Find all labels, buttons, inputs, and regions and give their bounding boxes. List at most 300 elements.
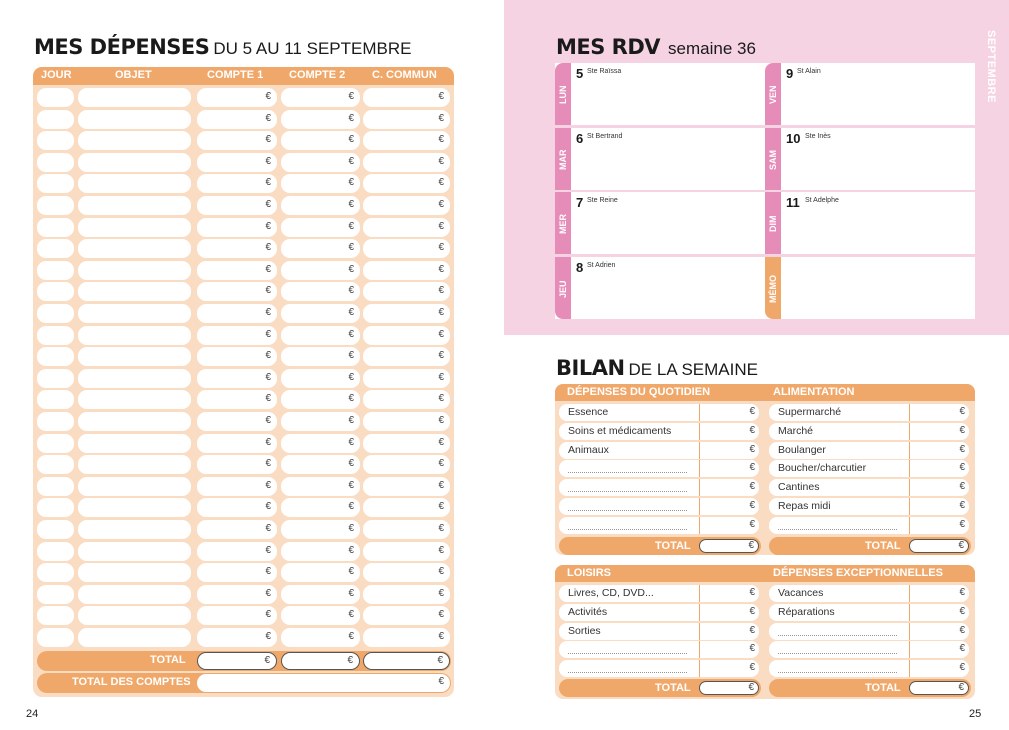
expense-cell-compte2[interactable] <box>281 196 360 215</box>
expense-cell-objet[interactable] <box>78 585 191 604</box>
euro-sign: € <box>959 500 965 511</box>
euro-sign: € <box>438 415 444 426</box>
bilan-total-field[interactable] <box>909 539 969 553</box>
bilan-item-label: Activités <box>568 605 608 618</box>
expense-cell-commun[interactable] <box>363 239 450 258</box>
euro-sign: € <box>438 134 444 146</box>
bilan-amount-field[interactable] <box>909 404 969 421</box>
euro-sign: € <box>959 643 965 655</box>
bilan-amount-field[interactable] <box>699 660 759 677</box>
bilan-item[interactable] <box>769 660 909 677</box>
page-title-bilan <box>556 356 758 380</box>
blank-line <box>568 672 687 673</box>
bilan-amount-field[interactable] <box>699 604 759 621</box>
expense-cell-jour[interactable] <box>37 174 74 193</box>
expense-cell-commun[interactable] <box>363 153 450 172</box>
bilan-amount-field[interactable] <box>909 623 969 640</box>
expense-cell-compte2[interactable] <box>281 542 360 561</box>
day-abbr: SAM <box>768 150 778 170</box>
euro-sign: € <box>348 523 354 534</box>
expense-cell-commun[interactable] <box>363 542 450 561</box>
bilan-item[interactable] <box>769 641 909 658</box>
expense-cell-compte1[interactable] <box>197 88 277 107</box>
euro-sign: € <box>265 155 271 167</box>
euro-sign: € <box>958 682 964 693</box>
bilan-item[interactable] <box>769 404 909 421</box>
expense-cell-objet[interactable] <box>78 434 191 453</box>
expense-cell-objet[interactable] <box>78 153 191 172</box>
bilan-item[interactable] <box>769 604 909 621</box>
expense-cell-jour[interactable] <box>37 520 74 539</box>
day-tab <box>555 128 571 190</box>
day-saint: St Adelphe <box>805 197 839 204</box>
expense-cell-compte2[interactable] <box>281 477 360 496</box>
euro-sign: € <box>749 462 755 474</box>
euro-sign: € <box>265 393 271 405</box>
day-tab <box>555 192 571 254</box>
expense-cell-objet[interactable] <box>78 347 191 366</box>
expense-cell-jour[interactable] <box>37 498 74 517</box>
expense-cell-commun[interactable] <box>363 477 450 496</box>
expense-cell-compte2[interactable] <box>281 390 360 409</box>
bilan-amount-field[interactable] <box>699 641 759 658</box>
expense-cell-compte1[interactable] <box>197 455 277 474</box>
expense-cell-compte1[interactable] <box>197 585 277 604</box>
expense-cell-objet[interactable] <box>78 477 191 496</box>
bilan-amount-field[interactable] <box>699 404 759 421</box>
euro-sign: € <box>265 458 271 470</box>
euro-sign: € <box>348 91 354 102</box>
euro-sign: € <box>265 199 271 210</box>
bilan-amount-field[interactable] <box>909 641 969 658</box>
expense-cell-compte2[interactable] <box>281 585 360 604</box>
expense-cell-commun[interactable] <box>363 585 450 604</box>
expense-cell-commun[interactable] <box>363 261 450 280</box>
day-abbr: MER <box>558 214 568 234</box>
expense-cell-compte1[interactable] <box>197 131 277 150</box>
euro-sign: € <box>348 328 354 340</box>
blank-line <box>568 653 687 654</box>
euro-sign: € <box>265 415 271 426</box>
expense-cell-objet[interactable] <box>78 88 191 107</box>
expense-cell-compte2[interactable] <box>281 606 360 625</box>
euro-sign: € <box>749 500 755 511</box>
bilan-item[interactable] <box>559 641 699 658</box>
expense-cell-commun[interactable] <box>363 434 450 453</box>
expense-cell-compte1[interactable] <box>197 347 277 366</box>
expense-cell-compte1[interactable] <box>197 628 277 647</box>
expense-cell-compte1[interactable] <box>197 304 277 323</box>
bilan-item[interactable] <box>559 460 699 477</box>
bilan-amount-field[interactable] <box>909 498 969 515</box>
expense-cell-compte2[interactable] <box>281 174 360 193</box>
euro-sign: € <box>749 624 755 636</box>
day-tab <box>765 63 781 125</box>
bilan-amount-field[interactable] <box>909 585 969 602</box>
expense-cell-objet[interactable] <box>78 542 191 561</box>
euro-sign: € <box>348 436 354 448</box>
expense-cell-commun[interactable] <box>363 282 450 301</box>
page-number-left: 24 <box>26 708 39 720</box>
expense-cell-compte1[interactable] <box>197 563 277 582</box>
bilan-total-label: TOTAL <box>865 540 901 552</box>
expense-cell-commun[interactable] <box>363 390 450 409</box>
bilan-amount-field[interactable] <box>909 423 969 440</box>
bilan-item-label: Réparations <box>778 605 835 618</box>
bilan-item-label: Cantines <box>778 481 820 494</box>
euro-sign: € <box>348 285 354 297</box>
expense-cell-jour[interactable] <box>37 606 74 625</box>
expense-cell-compte2[interactable] <box>281 261 360 280</box>
euro-sign: € <box>265 91 271 102</box>
expense-cell-objet[interactable] <box>78 369 191 388</box>
euro-sign: € <box>438 177 444 189</box>
total-accounts-label: TOTAL DES COMPTES <box>72 676 191 688</box>
day-tab <box>765 128 781 190</box>
expense-cell-compte2[interactable] <box>281 434 360 453</box>
expense-cell-jour[interactable] <box>37 477 74 496</box>
expense-cell-commun[interactable] <box>363 412 450 431</box>
expense-cell-jour[interactable] <box>37 282 74 301</box>
expense-cell-compte2[interactable] <box>281 239 360 258</box>
expense-cell-objet[interactable] <box>78 304 191 323</box>
expense-cell-jour[interactable] <box>37 563 74 582</box>
expense-cell-compte1[interactable] <box>197 412 277 431</box>
bilan-item[interactable] <box>559 660 699 677</box>
bilan-item-label: Sorties <box>568 624 601 637</box>
expense-cell-objet[interactable] <box>78 412 191 431</box>
bilan-item[interactable] <box>559 498 699 515</box>
total-commun[interactable] <box>363 652 450 670</box>
bilan-amount-field[interactable] <box>909 660 969 677</box>
expense-cell-compte1[interactable] <box>197 239 277 258</box>
blank-line <box>778 529 897 530</box>
expense-cell-compte1[interactable] <box>197 606 277 625</box>
euro-sign: € <box>347 655 353 666</box>
expense-cell-compte2[interactable] <box>281 282 360 301</box>
euro-sign: € <box>265 544 271 556</box>
expense-cell-jour[interactable] <box>37 239 74 258</box>
expense-cell-compte1[interactable] <box>197 218 277 237</box>
expense-cell-objet[interactable] <box>78 455 191 474</box>
bilan-amount-field[interactable] <box>699 442 759 459</box>
blank-line <box>568 510 687 511</box>
expense-cell-compte2[interactable] <box>281 88 360 107</box>
euro-sign: € <box>348 544 354 556</box>
expense-cell-compte1[interactable] <box>197 498 277 517</box>
bilan-item[interactable] <box>769 585 909 602</box>
expense-cell-compte2[interactable] <box>281 455 360 474</box>
bilan-item-label: Supermarché <box>778 406 842 418</box>
euro-sign: € <box>265 242 271 254</box>
bilan-amount-field[interactable] <box>699 423 759 440</box>
bilan-section-title: LOISIRS <box>567 567 612 579</box>
expense-cell-objet[interactable] <box>78 131 191 150</box>
expense-cell-commun[interactable] <box>363 520 450 539</box>
bilan-amount-field[interactable] <box>699 479 759 496</box>
title-sub: DU 5 AU 11 SEPTEMBRE <box>213 39 412 58</box>
euro-sign: € <box>348 631 354 642</box>
bilan-section-title: ALIMENTATION <box>773 386 855 398</box>
bilan-item[interactable] <box>769 498 909 515</box>
expense-cell-jour[interactable] <box>37 542 74 561</box>
euro-sign: € <box>265 566 271 578</box>
expense-cell-compte1[interactable] <box>197 110 277 129</box>
bilan-amount-field[interactable] <box>909 442 969 459</box>
bilan-item[interactable] <box>769 623 909 640</box>
total-compte2[interactable] <box>281 652 360 670</box>
bilan-total-field[interactable] <box>699 681 759 695</box>
expense-cell-commun[interactable] <box>363 304 450 323</box>
total-compte1[interactable] <box>197 652 277 670</box>
expense-cell-commun[interactable] <box>363 628 450 647</box>
euro-sign: € <box>348 112 354 124</box>
bilan-total-label: TOTAL <box>865 682 901 694</box>
euro-sign: € <box>749 662 755 674</box>
euro-sign: € <box>749 605 755 617</box>
euro-sign: € <box>749 587 755 598</box>
expense-cell-commun[interactable] <box>363 88 450 107</box>
expense-cell-jour[interactable] <box>37 390 74 409</box>
bilan-item[interactable] <box>559 517 699 534</box>
expense-cell-compte1[interactable] <box>197 261 277 280</box>
expense-cell-commun[interactable] <box>363 498 450 517</box>
euro-sign: € <box>265 112 271 124</box>
blank-line <box>778 653 897 654</box>
expense-cell-objet[interactable] <box>78 110 191 129</box>
euro-sign: € <box>348 587 354 599</box>
euro-sign: € <box>348 458 354 470</box>
expense-cell-jour[interactable] <box>37 455 74 474</box>
euro-sign: € <box>438 307 444 318</box>
page-number-right: 25 <box>969 708 982 720</box>
bilan-item[interactable] <box>559 442 699 459</box>
expense-cell-jour[interactable] <box>37 412 74 431</box>
expense-cell-commun[interactable] <box>363 218 450 237</box>
expense-cell-compte1[interactable] <box>197 174 277 193</box>
bilan-amount-field[interactable] <box>699 498 759 515</box>
expense-cell-compte2[interactable] <box>281 218 360 237</box>
expense-cell-objet[interactable] <box>78 606 191 625</box>
expense-cell-compte2[interactable] <box>281 369 360 388</box>
expense-cell-jour[interactable] <box>37 628 74 647</box>
expense-cell-compte1[interactable] <box>197 390 277 409</box>
expense-cell-objet[interactable] <box>78 196 191 215</box>
euro-sign: € <box>959 624 965 636</box>
euro-sign: € <box>959 462 965 474</box>
bilan-total-label: TOTAL <box>655 682 691 694</box>
expense-cell-compte2[interactable] <box>281 520 360 539</box>
euro-sign: € <box>438 199 444 210</box>
euro-sign: € <box>348 393 354 405</box>
expense-cell-objet[interactable] <box>78 390 191 409</box>
bilan-amount-field[interactable] <box>699 517 759 534</box>
bilan-item-label: Livres, CD, DVD... <box>568 587 654 599</box>
day-abbr: DIM <box>768 215 778 233</box>
memo-box[interactable] <box>765 257 975 319</box>
bilan-item[interactable] <box>559 404 699 421</box>
bilan-item[interactable] <box>559 585 699 602</box>
col-compte1: COMPTE 1 <box>207 69 264 81</box>
bilan-item[interactable] <box>769 442 909 459</box>
expense-cell-commun[interactable] <box>363 606 450 625</box>
title-main: MES DÉPENSES <box>34 35 210 59</box>
bilan-item[interactable] <box>769 517 909 534</box>
day-saint: Ste Raïssa <box>587 68 622 75</box>
expense-cell-commun[interactable] <box>363 369 450 388</box>
expense-cell-objet[interactable] <box>78 326 191 345</box>
euro-sign: € <box>749 424 755 436</box>
expense-cell-objet[interactable] <box>78 520 191 539</box>
expense-cell-jour[interactable] <box>37 153 74 172</box>
blank-line <box>778 635 897 636</box>
expense-cell-compte1[interactable] <box>197 326 277 345</box>
bilan-amount-field[interactable] <box>909 604 969 621</box>
expense-cell-jour[interactable] <box>37 347 74 366</box>
expense-cell-commun[interactable] <box>363 326 450 345</box>
expense-cell-compte1[interactable] <box>197 434 277 453</box>
euro-sign: € <box>749 406 755 417</box>
euro-sign: € <box>265 501 271 513</box>
euro-sign: € <box>348 199 354 210</box>
expense-cell-compte2[interactable] <box>281 131 360 150</box>
bilan-item[interactable] <box>769 460 909 477</box>
expense-cell-compte2[interactable] <box>281 110 360 129</box>
expense-cell-compte1[interactable] <box>197 369 277 388</box>
expense-cell-compte2[interactable] <box>281 498 360 517</box>
expense-cell-jour[interactable] <box>37 88 74 107</box>
euro-sign: € <box>265 285 271 297</box>
bilan-item-label: Marché <box>778 424 814 437</box>
bilan-title-main: BILAN <box>556 356 625 380</box>
euro-sign: € <box>959 587 965 598</box>
euro-sign: € <box>438 501 444 513</box>
expense-cell-compte2[interactable] <box>281 412 360 431</box>
euro-sign: € <box>438 393 444 405</box>
day-number: 5 <box>576 66 584 81</box>
expense-cell-compte2[interactable] <box>281 153 360 172</box>
euro-sign: € <box>265 263 271 275</box>
expense-cell-jour[interactable] <box>37 304 74 323</box>
expense-cell-commun[interactable] <box>363 563 450 582</box>
expense-cell-compte1[interactable] <box>197 282 277 301</box>
euro-sign: € <box>265 350 271 362</box>
expense-cell-objet[interactable] <box>78 563 191 582</box>
expense-cell-objet[interactable] <box>78 628 191 647</box>
total-accounts-field[interactable] <box>197 674 450 692</box>
expense-cell-compte2[interactable] <box>281 563 360 582</box>
expense-cell-commun[interactable] <box>363 455 450 474</box>
bilan-amount-field[interactable] <box>699 585 759 602</box>
bilan-amount-field[interactable] <box>909 479 969 496</box>
expense-cell-objet[interactable] <box>78 282 191 301</box>
euro-sign: € <box>348 371 354 383</box>
expense-cell-jour[interactable] <box>37 434 74 453</box>
expense-cell-compte2[interactable] <box>281 628 360 647</box>
bilan-amount-field[interactable] <box>909 517 969 534</box>
euro-sign: € <box>438 436 444 448</box>
expense-cell-compte2[interactable] <box>281 326 360 345</box>
expense-cell-jour[interactable] <box>37 369 74 388</box>
expense-cell-objet[interactable] <box>78 239 191 258</box>
expense-cell-jour[interactable] <box>37 218 74 237</box>
bilan-total-field[interactable] <box>909 681 969 695</box>
euro-sign: € <box>438 112 444 124</box>
bilan-item[interactable] <box>559 604 699 621</box>
euro-sign: € <box>265 436 271 448</box>
expense-cell-objet[interactable] <box>78 498 191 517</box>
day-abbr: LUN <box>558 85 568 105</box>
expense-cell-jour[interactable] <box>37 110 74 129</box>
expense-cell-compte1[interactable] <box>197 542 277 561</box>
expense-cell-compte1[interactable] <box>197 153 277 172</box>
expense-cell-jour[interactable] <box>37 261 74 280</box>
euro-sign: € <box>265 307 271 318</box>
bilan-item[interactable] <box>559 423 699 440</box>
euro-sign: € <box>348 350 354 362</box>
bilan-item[interactable] <box>559 623 699 640</box>
expense-cell-commun[interactable] <box>363 131 450 150</box>
euro-sign: € <box>348 134 354 146</box>
bilan-total-field[interactable] <box>699 539 759 553</box>
expense-cell-commun[interactable] <box>363 174 450 193</box>
euro-sign: € <box>348 155 354 167</box>
day-number: 11 <box>786 195 800 210</box>
expense-cell-jour[interactable] <box>37 131 74 150</box>
euro-sign: € <box>749 643 755 655</box>
day-tab <box>765 192 781 254</box>
bilan-item[interactable] <box>769 423 909 440</box>
rdv-title-sub: semaine 36 <box>668 39 756 58</box>
euro-sign: € <box>438 458 444 470</box>
euro-sign: € <box>348 566 354 578</box>
expense-cell-compte2[interactable] <box>281 304 360 323</box>
bilan-amount-field[interactable] <box>909 460 969 477</box>
expense-cell-jour[interactable] <box>37 585 74 604</box>
euro-sign: € <box>348 609 354 621</box>
euro-sign: € <box>348 479 354 491</box>
day-number: 10 <box>786 131 801 146</box>
euro-sign: € <box>348 415 354 426</box>
expense-cell-compte1[interactable] <box>197 196 277 215</box>
expense-cell-commun[interactable] <box>363 110 450 129</box>
euro-sign: € <box>438 566 444 578</box>
expense-cell-compte1[interactable] <box>197 477 277 496</box>
bilan-item-label: Animaux <box>568 443 609 456</box>
bilan-amount-field[interactable] <box>699 460 759 477</box>
euro-sign: € <box>438 328 444 340</box>
expense-cell-compte1[interactable] <box>197 520 277 539</box>
expense-cell-objet[interactable] <box>78 218 191 237</box>
euro-sign: € <box>438 631 444 642</box>
bilan-item[interactable] <box>769 479 909 496</box>
expense-cell-objet[interactable] <box>78 261 191 280</box>
bilan-item[interactable] <box>559 479 699 496</box>
euro-sign: € <box>959 443 965 455</box>
expense-cell-objet[interactable] <box>78 174 191 193</box>
expense-cell-compte2[interactable] <box>281 347 360 366</box>
day-saint: St Adrien <box>587 262 616 269</box>
bilan-item-label: Boucher/charcutier <box>778 462 867 475</box>
bilan-amount-field[interactable] <box>699 623 759 640</box>
expense-cell-commun[interactable] <box>363 196 450 215</box>
expense-cell-commun[interactable] <box>363 347 450 366</box>
day-saint: Ste Inès <box>805 133 831 140</box>
expense-cell-jour[interactable] <box>37 196 74 215</box>
day-number: 9 <box>786 66 794 81</box>
bilan-total-label: TOTAL <box>655 540 691 552</box>
expense-cell-jour[interactable] <box>37 326 74 345</box>
